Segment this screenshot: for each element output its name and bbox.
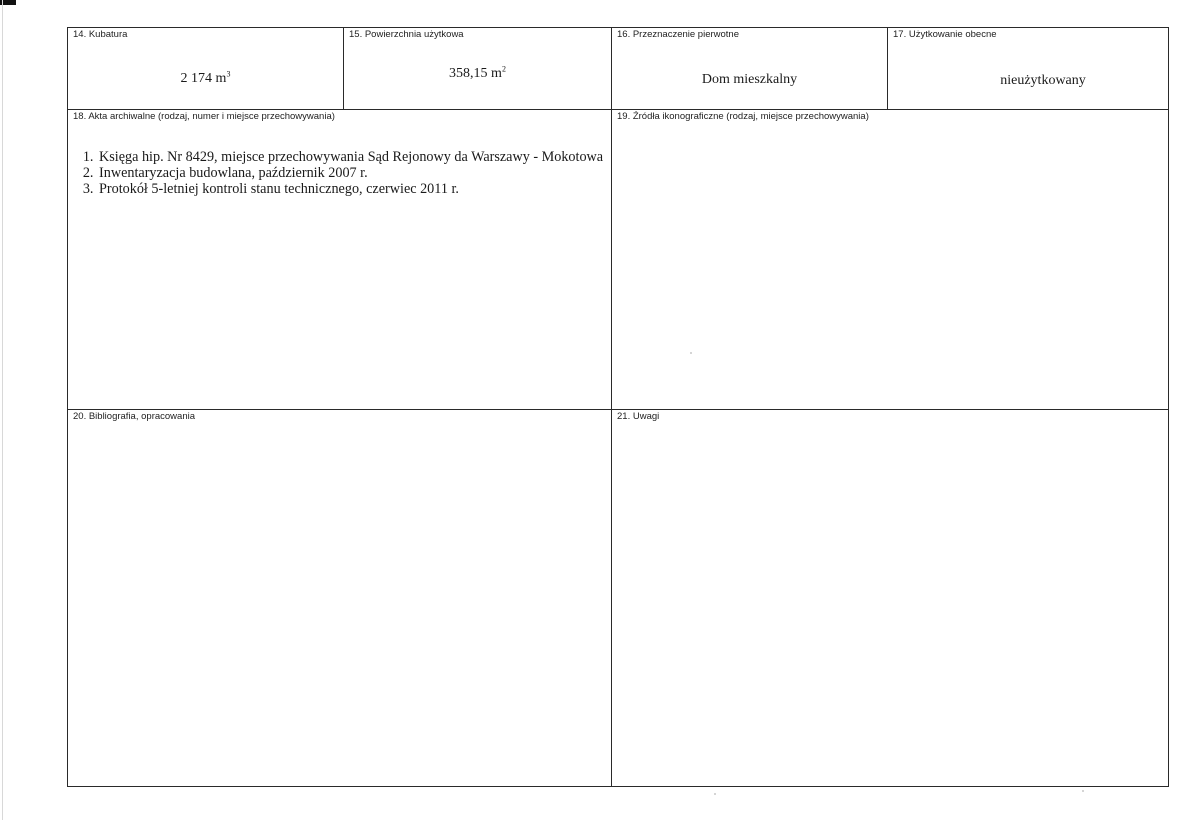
field-uwagi xyxy=(612,410,1168,786)
scan-edge-line xyxy=(2,0,3,820)
kubatura-number: 2 174 m xyxy=(180,71,227,86)
field-bibliografia xyxy=(68,410,612,786)
list-item: 2. Inwentaryzacja budowlana, październik 2007 r. xyxy=(97,165,610,181)
field-przeznaczenie-label: 16. Przeznaczenie pierwotne xyxy=(617,29,739,40)
field-powierzchnia-value xyxy=(344,66,611,82)
field-akta-archiwalne xyxy=(68,110,612,410)
scan-speck xyxy=(1082,790,1084,792)
field-uzytkowanie xyxy=(888,28,1168,110)
field-uzytkowanie-label: 17. Użytkowanie obecne xyxy=(893,29,997,40)
field-powierzchnia xyxy=(344,28,612,110)
archive-list xyxy=(57,149,610,197)
field-akta-label: 18. Akta archiwalne (rodzaj, numer i miejsce przechowywania) xyxy=(73,111,335,122)
kubatura-exponent: 3 xyxy=(226,69,231,79)
scan-speck xyxy=(714,793,716,795)
field-przeznaczenie-value: Dom mieszkalny xyxy=(701,72,798,87)
field-kubatura-label: 14. Kubatura xyxy=(73,29,128,40)
inventory-form-table xyxy=(67,27,1169,787)
field-uwagi-label: 21. Uwagi xyxy=(617,411,660,422)
powierzchnia-exponent: 2 xyxy=(501,64,506,74)
powierzchnia-number: 358,15 m xyxy=(449,66,502,81)
field-zrodla-ikonograficzne xyxy=(612,110,1168,410)
scan-speck xyxy=(690,352,692,354)
field-powierzchnia-label: 15. Powierzchnia użytkowa xyxy=(349,29,464,40)
list-item: 3. Protokół 5-letniej kontroli stanu technicznego, czerwiec 2011 r. xyxy=(97,181,610,197)
field-bibliografia-label: 20. Bibliografia, opracowania xyxy=(73,411,195,422)
field-kubatura xyxy=(68,28,344,110)
field-zrodla-label: 19. Źródła ikonograficzne (rodzaj, miejsce przechowywania) xyxy=(617,111,869,122)
list-item: 1. Księga hip. Nr 8429, miejsce przechowywania Sąd Rejonowy da Warszawy - Mokotowa xyxy=(97,149,610,165)
field-przeznaczenie xyxy=(612,28,888,110)
field-uzytkowanie-value: nieużytkowany xyxy=(1000,73,1086,88)
field-kubatura-value xyxy=(68,71,343,87)
